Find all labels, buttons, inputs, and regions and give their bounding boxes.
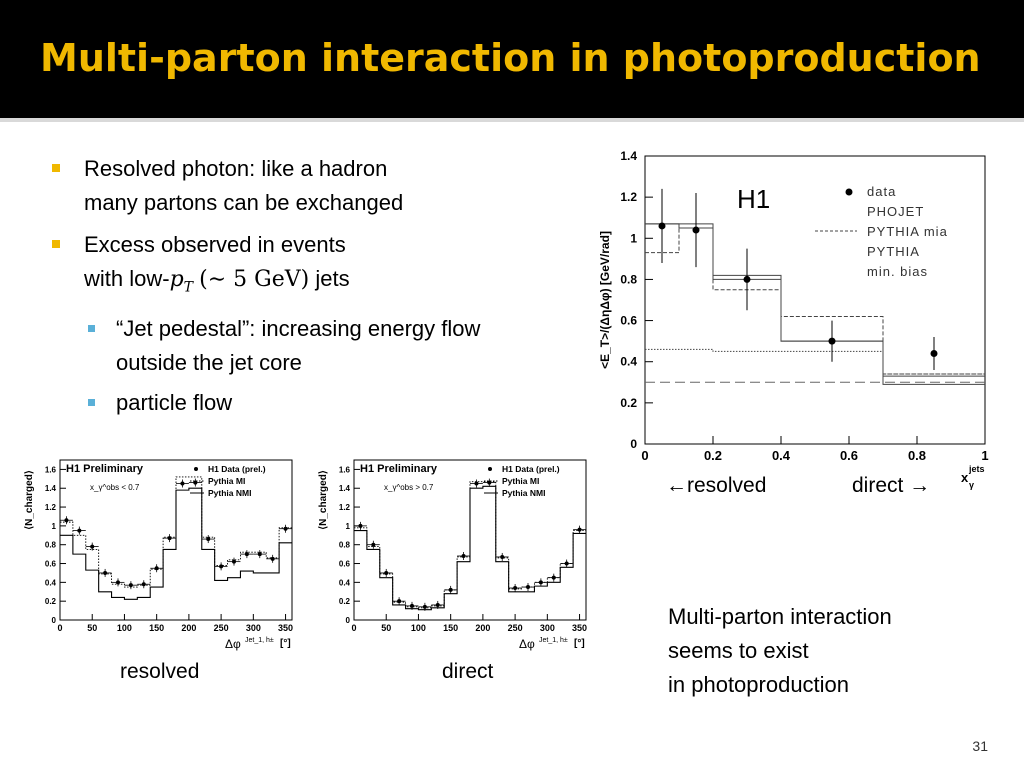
x-tick-label: 0 [351, 623, 357, 633]
x-tick-label: 0.4 [771, 448, 791, 463]
bullet-text: Resolved photon: like a hadron [84, 156, 388, 181]
x-tick-label: 200 [475, 623, 491, 633]
caption-direct-arrow: direct → [852, 474, 931, 497]
pt-value: (∼ 5 GeV) [199, 267, 310, 292]
y-tick-label: 0.2 [620, 395, 637, 410]
data-point [659, 222, 666, 229]
data-point [744, 276, 751, 283]
data-point [931, 350, 938, 357]
bullet-excess [48, 228, 588, 304]
y-tick-label: 0.8 [338, 540, 350, 550]
x-tick-label: 0 [57, 623, 63, 633]
bullet-list [48, 152, 588, 426]
data-point [206, 537, 210, 541]
x-tick-label: 300 [245, 623, 261, 633]
x-tick-label: 300 [539, 623, 555, 633]
x-axis-unit: [°] [574, 638, 585, 649]
series-group [645, 189, 985, 384]
x-axis-unit: [°] [280, 638, 291, 649]
note-line: seems to exist [668, 638, 809, 663]
caption-resolved: resolved [120, 660, 200, 683]
y-tick-label: 0 [51, 616, 56, 625]
legend-label: H1 Data (prel.) [502, 464, 560, 474]
data-point [462, 554, 466, 558]
x-tick-label: 100 [116, 623, 132, 633]
y-axis-label: <E_T>/(ΔηΔφ) [GeV/rad] [598, 231, 612, 369]
title-rule [0, 118, 1024, 122]
data-point [578, 528, 582, 532]
y-tick-label: 0.8 [620, 272, 637, 287]
slide-title: Multi-parton interaction in photoproduction [40, 36, 981, 80]
data-point [474, 482, 478, 486]
data-point [258, 552, 262, 556]
legend-label: PYTHIA [867, 244, 920, 259]
y-tick-label: 0.4 [338, 578, 350, 588]
y-tick-label: 0.8 [44, 540, 56, 550]
data-point [271, 557, 275, 561]
bullet-text: many partons can be exchanged [84, 190, 404, 215]
data-point [77, 529, 81, 533]
y-tick-label: 1.2 [338, 503, 350, 513]
y-axis-label: ⟨N_charged⟩ [24, 470, 35, 530]
data-point [397, 599, 401, 603]
bullet-text: jets [309, 266, 350, 291]
y-tick-label: 1.6 [338, 465, 350, 475]
caption-resolved-arrow: ←resolved [666, 474, 767, 497]
bullet-text-line [84, 262, 588, 304]
y-tick-label: 1 [51, 521, 56, 531]
x-tick-label: 0.6 [839, 448, 859, 463]
data-point [284, 527, 288, 531]
x-tick-label: 350 [572, 623, 588, 633]
pt-subscript: T [183, 279, 194, 296]
conclusion-note [668, 600, 892, 702]
data-point [371, 543, 375, 547]
x-tick-label: 0.8 [907, 448, 927, 463]
legend-marker [846, 189, 853, 196]
experiment-label: H1 [737, 184, 771, 214]
preliminary-label: H1 Preliminary [360, 463, 438, 475]
y-tick-label: 1 [630, 231, 637, 246]
sub-bullet-jet-pedestal [48, 312, 588, 380]
y-tick-label: 1.4 [44, 484, 56, 494]
preliminary-label: H1 Preliminary [66, 463, 144, 475]
histogram-pythia-nmi [354, 486, 586, 609]
data-point [142, 582, 146, 586]
data-point [358, 524, 362, 528]
x-tick-label: 150 [149, 623, 165, 633]
cut-label: x_γ^obs > 0.7 [384, 483, 434, 492]
y-tick-label: 0.2 [338, 597, 350, 607]
bullet-text: Excess observed in events [84, 232, 346, 257]
data-point [410, 604, 414, 608]
data-point [693, 227, 700, 234]
x-tick-label: 0 [641, 448, 649, 463]
legend-label: PHOJET [867, 204, 925, 219]
x-tick-label: 100 [410, 623, 426, 633]
data-point [384, 571, 388, 575]
y-tick-label: 0.4 [44, 578, 56, 588]
caption-direct: direct [442, 660, 494, 683]
legend-label: PYTHIA mia [867, 224, 948, 239]
x-tick-label: 50 [87, 623, 98, 633]
legend-label: min. bias [867, 264, 929, 279]
x-tick-label: 0.2 [703, 448, 723, 463]
x-axis-label-sub: γ [969, 480, 975, 490]
x-axis-label-sub: Jet_1, h± [245, 637, 274, 644]
sub-bullet-marker [88, 325, 95, 332]
y-tick-label: 1.4 [338, 484, 350, 494]
y-tick-label: 0.6 [44, 559, 56, 569]
cut-label: x_γ^obs < 0.7 [90, 483, 140, 492]
data-point [90, 545, 94, 549]
sub-bullet-particle-flow [48, 386, 588, 420]
data-point [180, 482, 184, 486]
nch-chart-direct [312, 450, 594, 655]
y-tick-label: 1.2 [620, 190, 637, 205]
y-tick-label: 0.4 [620, 354, 637, 369]
legend-label: Pythia MI [208, 476, 246, 486]
y-tick-label: 1.4 [620, 149, 637, 163]
y-tick-label: 0 [630, 437, 637, 451]
data-point [219, 564, 223, 568]
x-axis-label: x [961, 470, 969, 485]
x-axis-label: Δφ [225, 637, 241, 651]
y-tick-label: 1.6 [44, 465, 56, 475]
x-tick-label: 250 [507, 623, 523, 633]
data-point [116, 580, 120, 584]
sub-bullet-text: outside the jet core [116, 350, 302, 376]
legend-label: Pythia NMI [208, 488, 252, 498]
sub-bullet-text: “Jet pedestal”: increasing energy flow [116, 316, 481, 342]
legend-label: H1 Data (prel.) [208, 464, 266, 474]
data-point [64, 518, 68, 522]
sub-bullet-text: particle flow [116, 390, 233, 416]
data-point [245, 552, 249, 556]
data-point [436, 603, 440, 607]
y-axis-label: ⟨N_charged⟩ [318, 470, 329, 530]
bullet-text: with low- [84, 266, 170, 291]
x-tick-label: 50 [381, 623, 392, 633]
data-point [168, 536, 172, 540]
histogram-pythia-nmi [60, 488, 292, 599]
note-line: Multi-parton interaction [668, 604, 892, 629]
x-axis-label-sup: jets [969, 464, 985, 474]
bullet-marker [52, 164, 60, 172]
data-point [155, 566, 159, 570]
y-tick-label: 0 [345, 616, 350, 625]
bullet-marker [52, 240, 60, 248]
x-tick-label: 1 [981, 448, 989, 463]
y-tick-label: 0.2 [44, 597, 56, 607]
note-line: in photoproduction [668, 672, 850, 697]
tick-group [620, 149, 988, 463]
pt-symbol: p [169, 267, 184, 292]
data-point [829, 338, 836, 345]
x-tick-label: 150 [443, 623, 459, 633]
legend-label: Pythia MI [502, 476, 540, 486]
x-tick-label: 200 [181, 623, 197, 633]
sub-bullet-marker [88, 399, 95, 406]
legend-label: data [867, 184, 897, 199]
page-number: 31 [972, 738, 988, 754]
y-tick-label: 1.2 [44, 503, 56, 513]
legend [815, 184, 948, 279]
legend-label: Pythia NMI [502, 488, 546, 498]
data-point [513, 586, 517, 590]
y-tick-label: 1 [345, 521, 350, 531]
x-tick-label: 250 [213, 623, 229, 633]
data-point [232, 560, 236, 564]
y-tick-label: 0.6 [338, 559, 350, 569]
data-point [423, 605, 427, 609]
legend-marker [194, 467, 198, 471]
bullet-resolved-photon [48, 152, 588, 220]
data-point [500, 555, 504, 559]
et-flow-chart [595, 148, 995, 500]
x-tick-label: 350 [278, 623, 294, 633]
x-axis-label: Δφ [519, 637, 535, 651]
x-axis-label-sub: Jet_1, h± [539, 637, 568, 644]
legend-marker [488, 467, 492, 471]
y-tick-label: 0.6 [620, 313, 637, 328]
data-point [103, 571, 107, 575]
nch-chart-resolved [18, 450, 300, 655]
data-point [129, 583, 133, 587]
